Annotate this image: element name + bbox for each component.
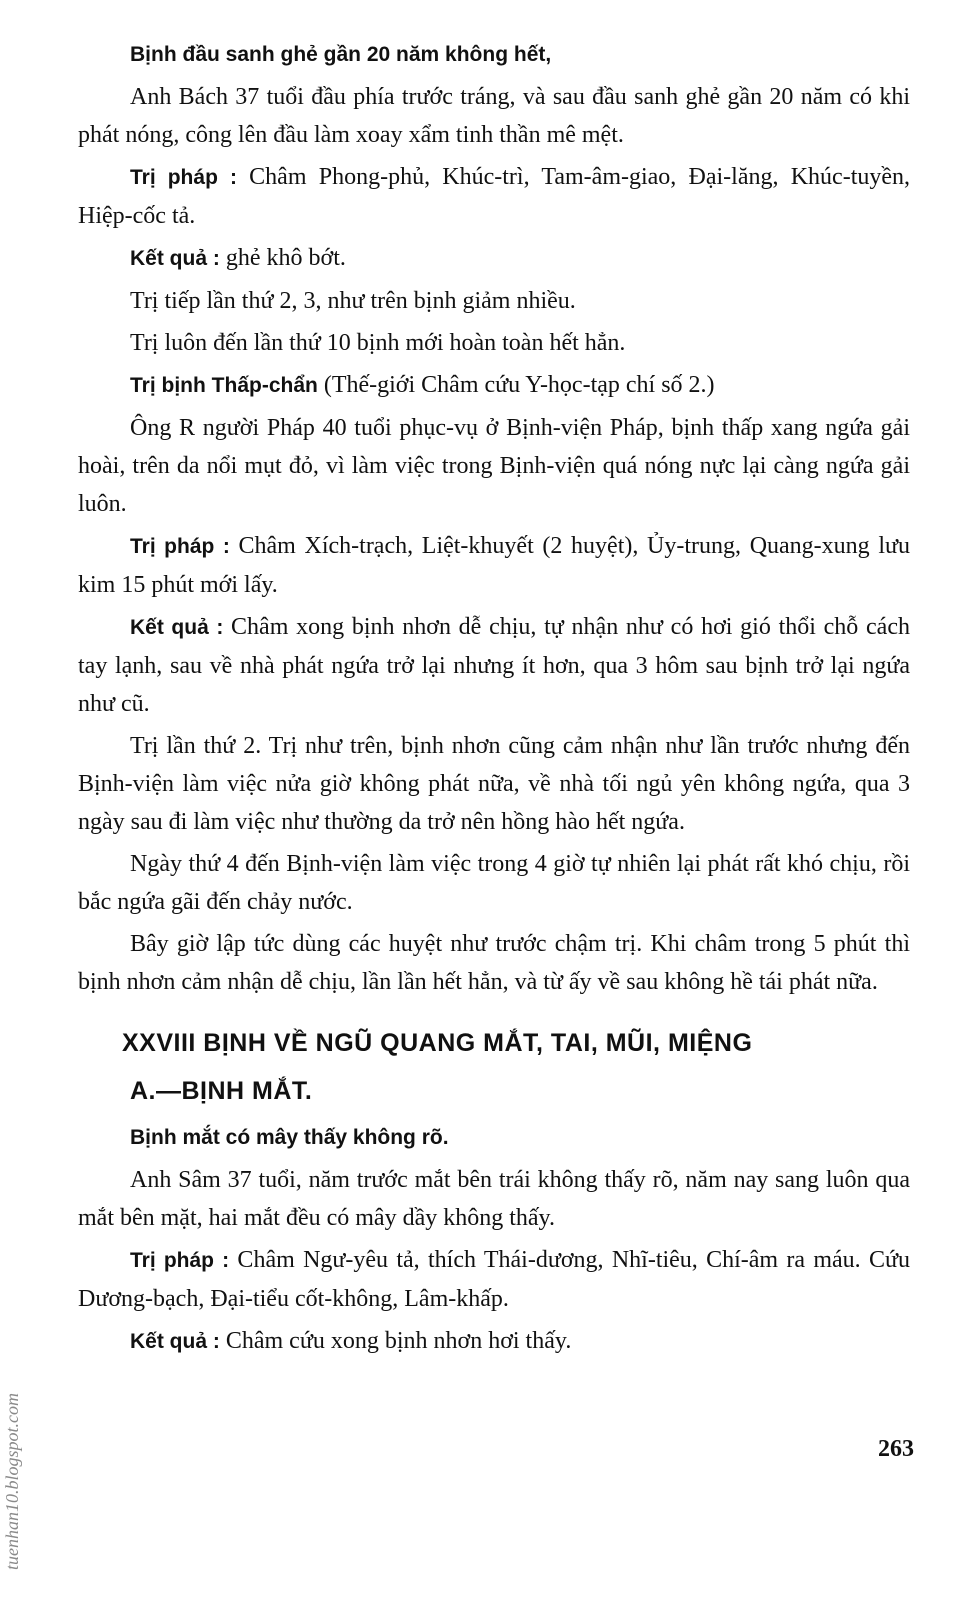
case2-fourth-day: Ngày thứ 4 đến Bịnh-viện làm việc trong 4 giờ tự nhiên lại phát rất khó chịu, rồi bắc ngứa gãi đến chảy nước. <box>78 851 910 915</box>
case2-second-treatment: Trị lần thứ 2. Trị như trên, bịnh nhơn cũng cảm nhận như lần trước nhưng đến Bịnh-viện làm việc nửa giờ không phát nữa, về nhà tối ngủ yên không ngứa, qua 3 ngày sau đi làm việc như thường da trở nên hồng hào hết ngứa. <box>78 733 910 835</box>
case2-result <box>78 608 910 723</box>
section-title: A.—BỊNH MẮT. <box>130 1077 313 1105</box>
case1-result-text: ghẻ khô bớt. <box>219 245 346 271</box>
case1-method <box>78 158 910 235</box>
case2-method-label: Trị pháp : <box>130 535 230 558</box>
case1-story: Anh Bách 37 tuổi đầu phía trước tráng, và sau đầu sanh ghẻ gần 20 năm có khi phát nóng, công lên đầu làm xoay xẩm tinh thần mê mệt. <box>78 84 910 148</box>
case2-heading-title: Trị bịnh Thấp-chẩn <box>130 374 318 397</box>
case1-result <box>78 239 910 278</box>
case3-story: Anh Sâm 37 tuổi, năm trước mắt bên trái không thấy rõ, năm nay sang luôn qua mắt bên mặt, hai mắt đều có mây dầy không thấy. <box>78 1167 910 1231</box>
case1-heading: Bịnh đầu sanh ghẻ gần 20 năm không hết, <box>130 43 552 66</box>
case3-method-label: Trị pháp : <box>130 1249 230 1272</box>
case3-result-text: Châm cứu xong bịnh nhơn hơi thấy. <box>219 1328 572 1354</box>
case3-heading: Bịnh mắt có mây thấy không rõ. <box>130 1126 449 1149</box>
case2-result-text: Châm xong bịnh nhơn dễ chịu, tự nhận như có hơi gió thổi chỗ cách tay lạnh, sau về nhà phát ngứa trở lại nhưng ít hơn, qua 3 hôm sau bịnh trở lại ngứa như cũ. <box>78 614 910 717</box>
case1-followup1: Trị tiếp lần thứ 2, 3, như trên bịnh giảm nhiều. <box>130 288 576 314</box>
case1-result-label: Kết quả : <box>130 247 220 270</box>
case2-result-label: Kết quả : <box>130 616 224 639</box>
case3-result <box>78 1322 910 1361</box>
watermark-text: tuenhan10.blogspot.com <box>2 1393 22 1570</box>
case2-heading-source: (Thế-giới Châm cứu Y-học-tạp chí số 2.) <box>317 372 715 398</box>
case1-method-text: Châm Phong-phủ, Khúc-trì, Tam-âm-giao, Đại-lăng, Khúc-tuyền, Hiệp-cốc tả. <box>78 164 911 229</box>
case2-final: Bây giờ lập tức dùng các huyệt như trước chậm trị. Khi châm trong 5 phút thì bịnh nhơn cảm nhận dễ chịu, lần lần hết hẳn, và từ ấy về sau không hề tái phát nữa. <box>78 931 910 995</box>
page-content <box>78 36 910 1365</box>
page-number: 263 <box>878 1436 914 1462</box>
case1-method-label: Trị pháp : <box>130 166 237 189</box>
case2-method-text: Châm Xích-trạch, Liệt-khuyết (2 huyệt), Ủy-trung, Quang-xung lưu kim 15 phút mới lấy. <box>78 533 911 598</box>
case3-method <box>78 1241 910 1318</box>
chapter-title: XXVIII BỊNH VỀ NGŨ QUANG MẮT, TAI, MŨI, MIỆNG <box>122 1029 753 1057</box>
case1-followup2: Trị luôn đến lần thứ 10 bịnh mới hoàn toàn hết hẳn. <box>130 330 626 356</box>
case3-method-text: Châm Ngư-yêu tả, thích Thái-dương, Nhĩ-tiêu, Chí-âm ra máu. Cứu Dương-bạch, Đại-tiểu cốt-không, Lâm-khấp. <box>78 1247 911 1312</box>
case2-heading <box>78 366 910 405</box>
case3-result-label: Kết quả : <box>130 1330 220 1353</box>
case2-method <box>78 527 910 604</box>
case2-story: Ông R người Pháp 40 tuổi phục-vụ ở Bịnh-viện Pháp, bịnh thấp xang ngứa gải hoài, trên da nổi mụt đỏ, vì làm việc trong Bịnh-viện quá nóng nực lại càng ngứa gải luôn. <box>78 415 910 517</box>
